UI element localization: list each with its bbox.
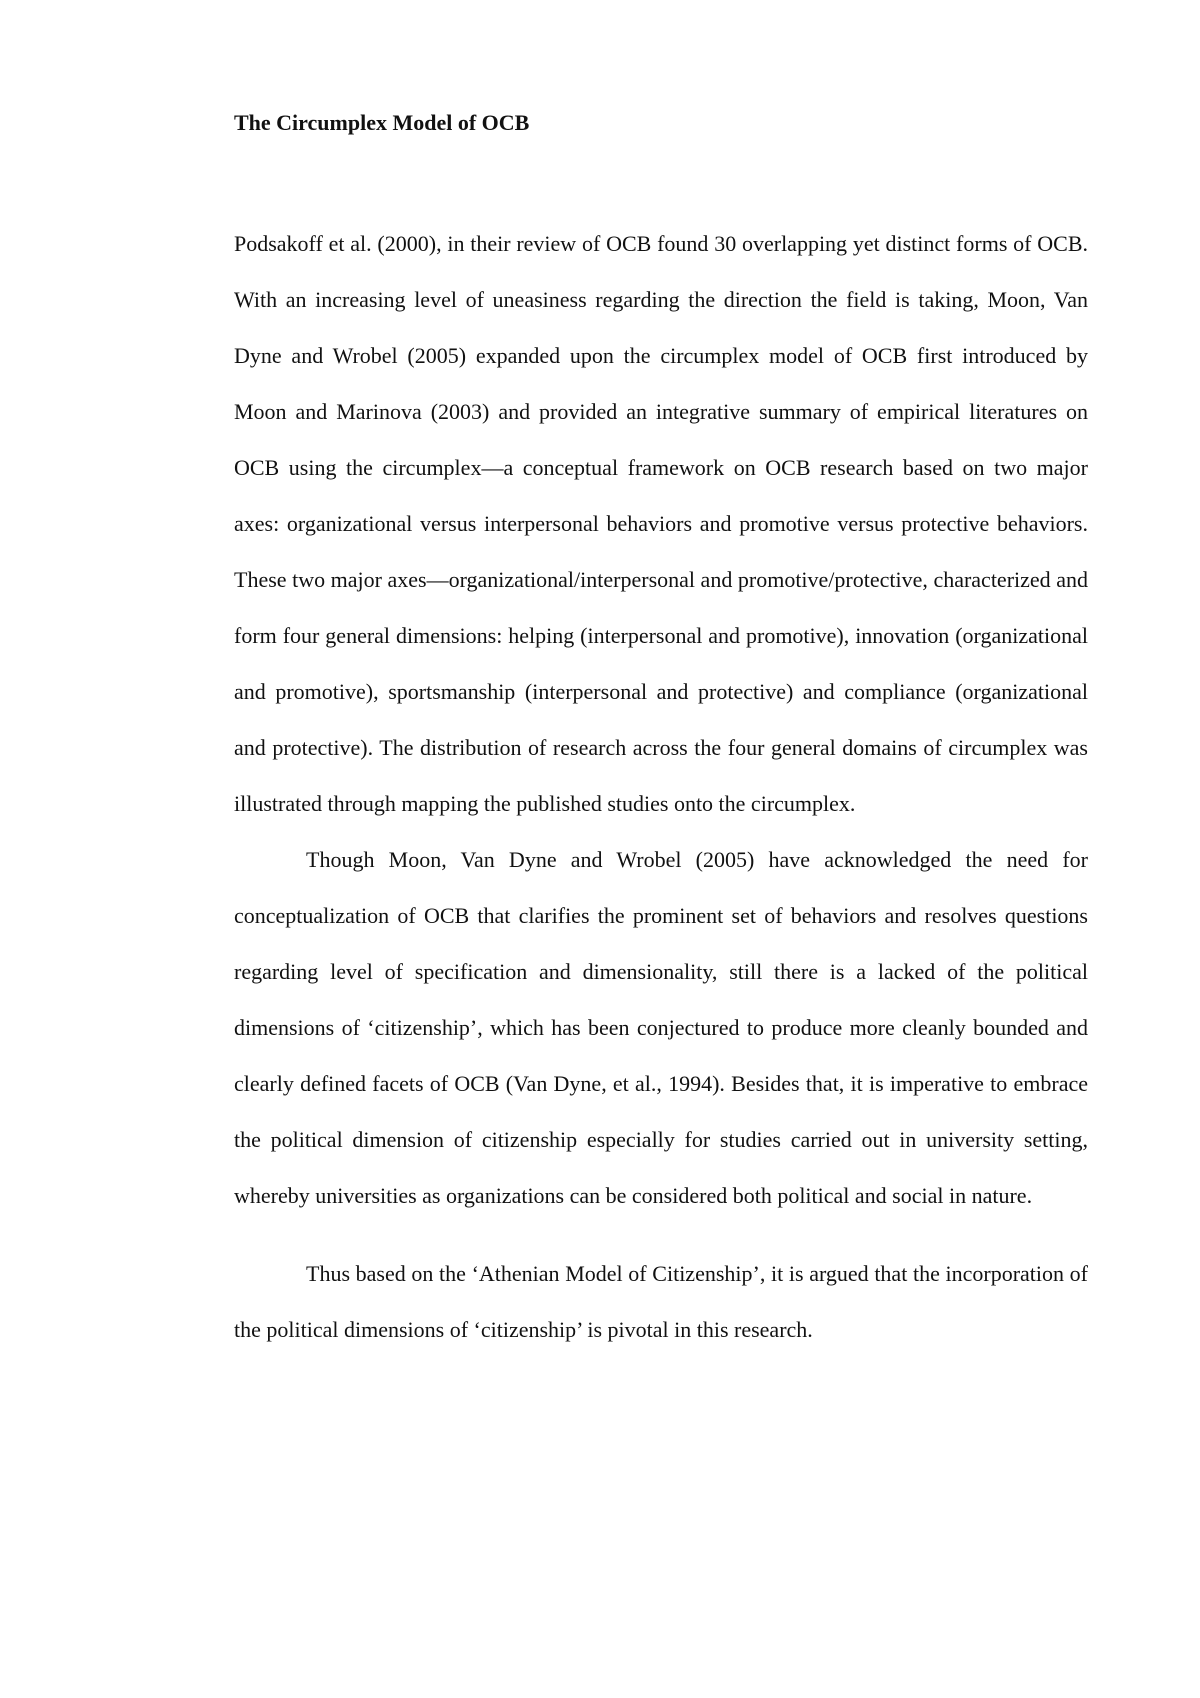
paragraph-circumplex-overview: Podsakoff et al. (2000), in their review of OCB found 30 overlapping yet distinct forms of OCB. With an increasing level of uneasiness regarding the direction the field is taking, Moon, Van Dyne and Wrobel (2005) expanded upon the circumplex model of OCB first introduced by Moon and Marinova (2003) and provided an integrative summary of empirical literatures on OCB using the circumplex—a conceptual framework on OCB research based on two major axes: organizational versus interpersonal behaviors and promotive versus protective behaviors. These two major axes—organizational/interpersonal and promotive/protective, characterized and form four general dimensions: helping (interpersonal and promotive), innovation (organizational and promotive), sportsmanship (interpersonal and protective) and compliance (organizational and protective). The distribution of research across the four general domains of circumplex was illustrated through mapping the published studies onto the circumplex. (234, 231, 1088, 816)
paragraph-political-dimension: Though Moon, Van Dyne and Wrobel (2005) have acknowledged the need for conceptualization of OCB that clarifies the prominent set of behaviors and resolves questions regarding level of specification and dimensionality, still there is a lacked of the political dimensions of ‘citizenship’, which has been conjectured to produce more cleanly bounded and clearly defined facets of OCB (Van Dyne, et al., 1994). Besides that, it is imperative to embrace the political dimension of citizenship especially for studies carried out in university setting, whereby universities as organizations can be considered both political and social in nature. (234, 847, 1088, 1208)
paragraph-athenian-model: Thus based on the ‘Athenian Model of Citizenship’, it is argued that the incorporation of the political dimensions of ‘citizenship’ is pivotal in this research. (234, 1261, 1088, 1342)
section-heading: The Circumplex Model of OCB (234, 110, 530, 135)
document-body (234, 108, 1088, 1358)
